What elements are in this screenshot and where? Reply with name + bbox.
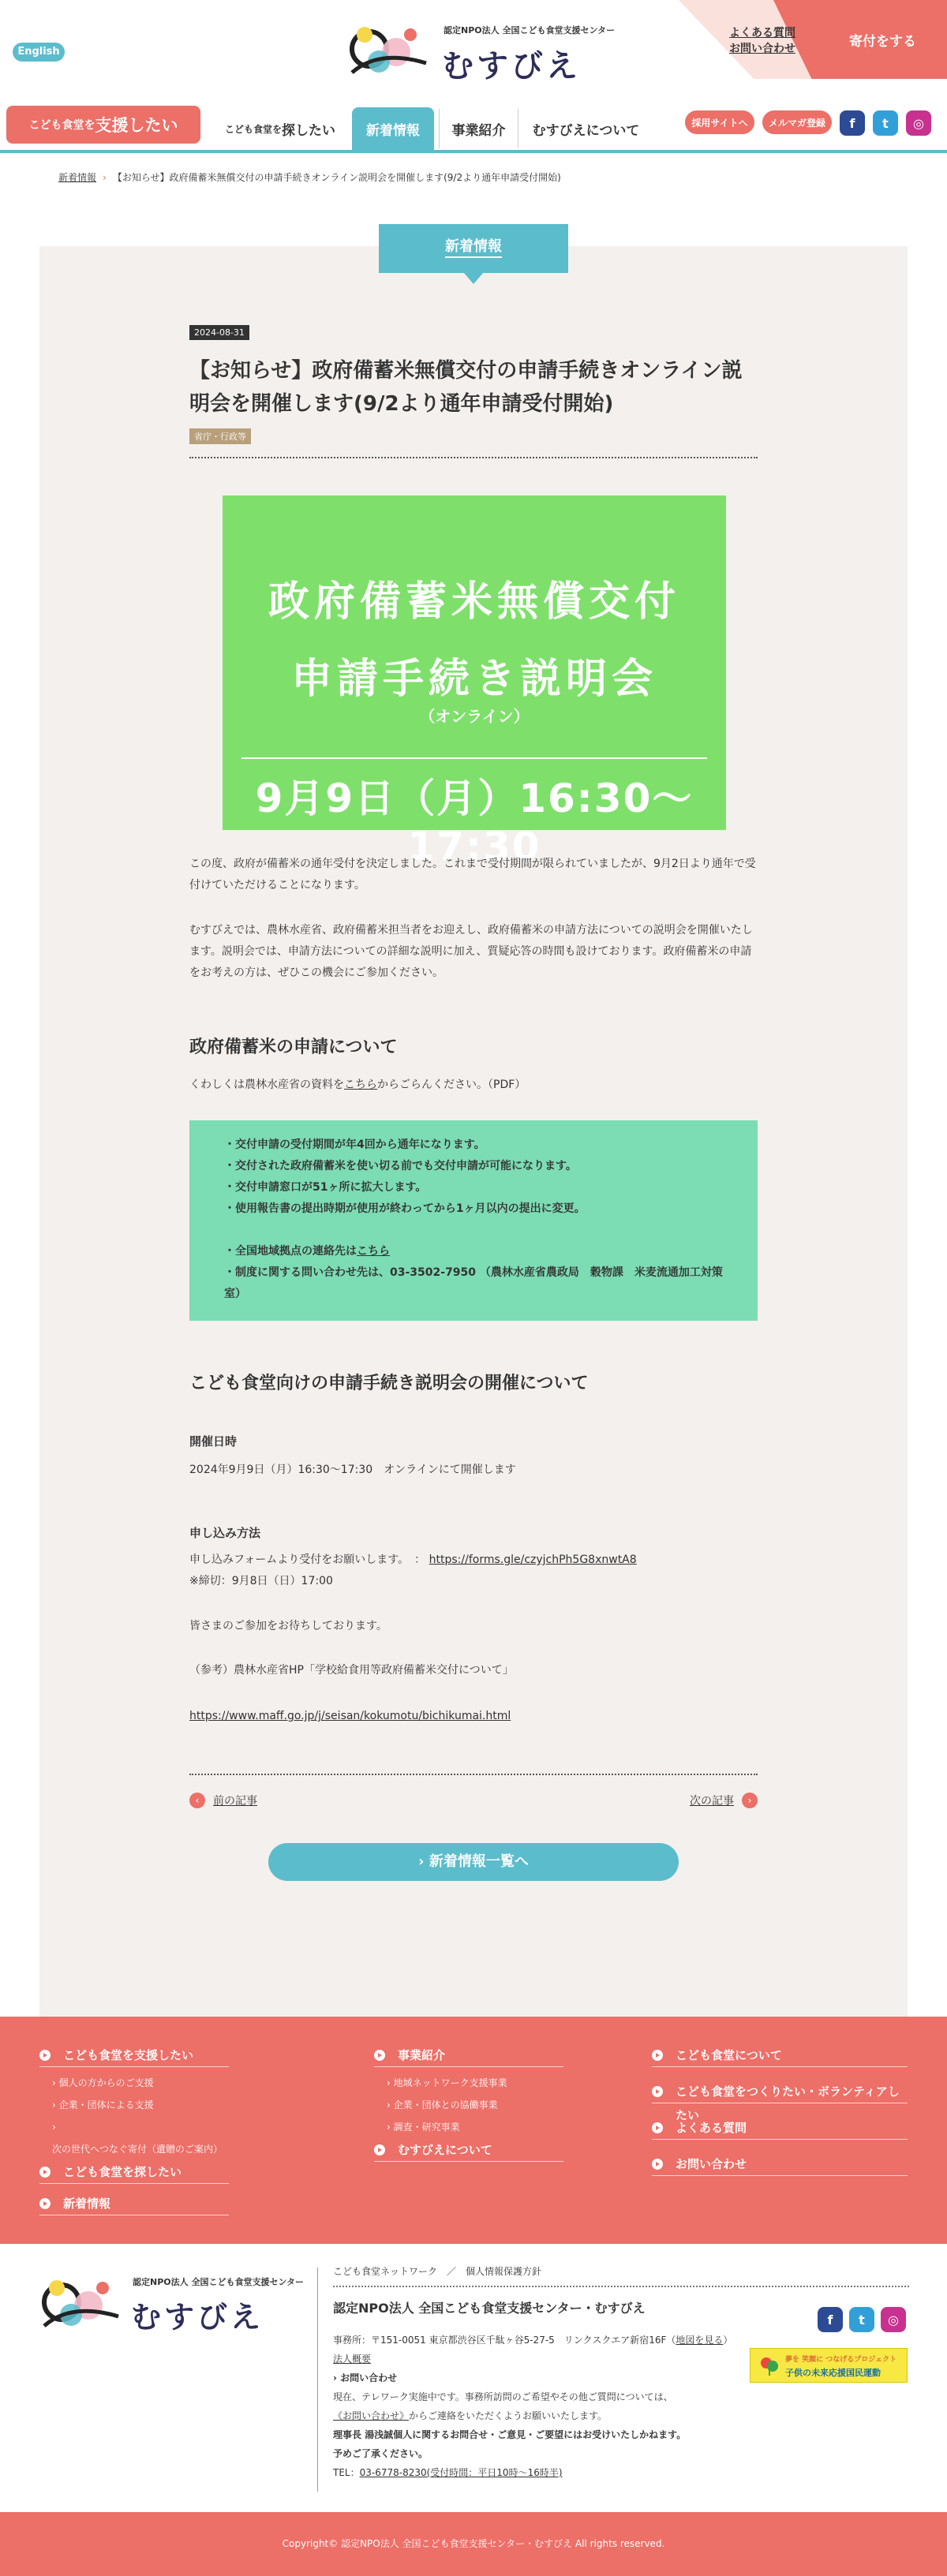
info-contact-link[interactable]: こちら [357,1245,390,1258]
footer-notice4: 予めご了承ください。 [333,2448,429,2459]
footer-head-label: こども食堂を支援したい [63,2048,194,2062]
chevron-circle-icon [652,2050,663,2061]
nav-support-small: こども食堂を [28,119,95,132]
info-item: ・使用報告書の提出時期が使用が終わってから1ヶ月以内の提出に変更。 [224,1202,586,1215]
info-contact-pre: ・全国地域拠点の連絡先は [224,1245,357,1258]
footer-head-label: むすびえについて [398,2143,492,2157]
footer-logo-subtitle: 認定NPO法人 全国こども食堂支援センター [133,2277,305,2287]
footer-head-label: お問い合わせ [676,2157,747,2171]
form-link[interactable]: https://forms.gle/czyjchPh5G8xnwtA8 [429,1553,637,1566]
map-link[interactable]: 地図を見る [676,2335,724,2346]
nav-support-big: 支援したい [95,116,178,135]
next-label: 次の記事 [690,1795,734,1808]
footer-sub-link[interactable]: › 次の世代へつなぐ寄付（遺贈のご案内） [52,2122,223,2155]
logo-name: むすびえ [442,48,581,84]
copyright-bar: Copyright© 認定NPO法人 全国こども食堂支援センター・むすびえ All rights reserved. [0,2512,947,2576]
footer-sub-label: 個人の方からのご支援 [58,2077,154,2088]
footer-head-label: 事業紹介 [398,2048,446,2062]
breadcrumb-home[interactable]: 新着情報 [58,172,97,183]
footer-col-3 [652,2043,908,2189]
hero-divider [241,757,707,759]
footer-about-link[interactable] [374,2138,563,2162]
musubie-logo-mark-icon [347,17,436,79]
heading-date: 開催日時 [189,1434,238,1449]
chevron-right-icon: › [742,1793,758,1808]
footer-address-text: 事務所：〒151-0051 東京都渋谷区千駄ヶ谷5-27-5 リンクスクエア新宿16F（ [333,2335,676,2346]
footer-links[interactable]: こども食堂ネットワーク ／ 個人情報保護方針 [333,2266,542,2277]
footer-sub-label: 調査・研究事業 [393,2122,460,2133]
info-contact [221,1241,726,1262]
site-logo[interactable] [347,11,616,84]
method-pre: 申し込みフォームより受付をお願いします。 ： [189,1553,426,1566]
mailmag-button[interactable]: メルマガ登録 [762,110,832,134]
logo-subtitle: 認定NPO法人 全国こども食堂支援センター [444,25,616,36]
chevron-circle-icon [374,2144,385,2155]
detail-post: からごらんください。（PDF） [377,1079,526,1091]
banner-line1: 夢を 笑顔に つなげるプロジェクト [785,2356,897,2364]
nav-business[interactable]: 事業紹介 [439,109,518,148]
twitter-icon[interactable]: t [873,110,898,136]
nav-find-big: 探したい [282,122,335,139]
footer-col3-link[interactable] [652,2152,908,2176]
nav-find[interactable] [218,109,342,148]
news-list-button[interactable]: › 新着情報一覧へ [268,1843,679,1881]
footer-sub-link[interactable]: › 個人の方からのご支援 [52,2077,154,2088]
footer-head-label: よくある質問 [676,2121,747,2135]
reference-text: （参考）農林水産省HP「学校給食用等政府備蓄米交付について」 [189,1664,514,1677]
hero-line4: 9月9日（月）16:30〜17:30 [255,776,694,869]
info-item: ・交付された政府備蓄米を使い切る前でも交付申請が可能になります。 [224,1160,577,1172]
nav-news[interactable]: 新着情報 [352,107,434,150]
footer-address-end: ） [723,2335,733,2346]
footer-dotline [333,2286,909,2287]
info-spacer [221,1220,726,1241]
footer-sub-link[interactable]: › 調査・研究事業 [387,2122,460,2133]
info-item: ・交付申請の受付期間が年4回から通年になります。 [224,1138,485,1151]
prev-label: 前の記事 [213,1795,257,1808]
musubie-logo-mark-icon [39,2271,128,2332]
footer-head-label: 新着情報 [63,2197,111,2211]
nav-support-button[interactable] [6,106,200,144]
post-title: 【お知らせ】政府備蓄米無償交付の申請手続きオンライン説明会を開催します(9/2より通年申請受付開始) [189,359,743,416]
method-line [189,1550,758,1571]
info-box [189,1120,758,1321]
heading-apply: 政府備蓄米の申請について [189,1038,398,1057]
facebook-icon[interactable]: f [840,110,865,136]
main-nav [0,103,947,153]
chevron-circle-icon [39,2198,51,2209]
chevron-circle-icon [374,2050,385,2061]
banner-line2: 子供の未来応援国民運動 [785,2368,881,2378]
english-button[interactable]: English [13,43,65,62]
twitter-icon[interactable]: t [849,2307,874,2332]
pager-divider [189,1774,758,1775]
chevron-circle-icon [652,2086,663,2097]
footer-notice2-text: からご連絡をいただくようお願いいたします。 [409,2410,608,2421]
section-label-pointer [464,273,483,284]
breadcrumb-separator-icon: › [103,172,107,183]
body-paragraph: むすびえでは、農林水産省、政府備蓄米担当者をお迎えし、政府備蓄米の申請方法についての説明会を開催いたします。説明会では、申請方法についての詳細な説明に加え、質疑応答の時間も設けております。政府備蓄米の申請をお考えの方は、ぜひこの機会にご参加ください。 [189,924,753,979]
footer-news-link[interactable] [39,2192,229,2215]
detail-link[interactable]: こちら [344,1079,377,1091]
hero-line3: （オンライン） [419,707,530,726]
footer-sub-label: 企業・団体との協働事業 [393,2099,498,2111]
detail-paragraph [189,1075,758,1096]
chevron-left-icon: ‹ [189,1793,205,1808]
footer-sub-label: 次の世代へつなぐ寄付（遺贈のご案内） [52,2144,223,2155]
faq-link[interactable]: よくある質問 [729,27,795,39]
category-badge[interactable]: 省庁・行政等 [189,428,251,444]
recruit-button[interactable]: 採用サイトへ [685,110,754,134]
heading-session: こども食堂向けの申請手続き説明会の開催について [189,1374,589,1393]
footer-head-label: こども食堂について [676,2048,782,2062]
footer-sub-label: 地域ネットワーク支援事業 [393,2077,507,2088]
info-item: ・交付申請窓口が51ヶ所に拡大します。 [224,1181,427,1194]
footer-notice2 [333,2406,909,2425]
article-header [189,323,758,458]
footer-logo-name: むすびえ [131,2300,264,2335]
header-top-right [679,0,947,79]
facebook-icon[interactable]: f [818,2307,843,2332]
method-paragraph [189,1550,758,1592]
footer-org-name: 認定NPO法人 全国こども食堂支援センター・むすびえ [333,2301,646,2316]
nav-underline [0,150,947,153]
footer-head-label: こども食堂をつくりたい・ボランティアしたい [676,2084,900,2122]
section-label [379,224,568,273]
detail-pre: くわしくは農林水産省の資料を [189,1079,344,1091]
national-campaign-banner[interactable] [750,2348,908,2383]
footer-find-link[interactable] [39,2160,229,2184]
footer-sub-link[interactable]: › 地域ネットワーク支援事業 [387,2077,507,2088]
footer-col3-link[interactable] [652,2043,908,2067]
donate-button[interactable]: 寄付をする [849,34,916,50]
next-post-link[interactable] [690,1793,758,1808]
footer-notice3: 理事長 湯浅誠個人に関するお問合せ・ご意見・ご要望にはお受けいたしかねます。 [333,2429,687,2440]
footer-sub-link[interactable]: › 企業・団体との協働事業 [387,2099,498,2111]
heading-method: 申し込み方法 [189,1526,261,1540]
hero-line1: 政府備蓄米無償交付 [268,578,680,626]
footer-col-1 [39,2043,229,2220]
footer-sub-label: 企業・団体による支援 [58,2099,154,2111]
faq-contact-links [729,25,795,57]
leaf-icon [758,2355,780,2377]
title-divider [189,457,758,458]
intro-paragraph: この度、政府が備蓄米の通年受付を決定しました。これまで受付期間が限られていましたが、9月2日より通年で受付けていただけることになります。 [189,858,756,892]
footer-notice2-link[interactable]: 《お問い合わせ》 [333,2410,410,2421]
footer-col3-link[interactable] [652,2080,908,2122]
footer-address [333,2331,909,2350]
post-date: 2024-08-31 [189,325,249,340]
chevron-circle-icon [39,2167,51,2178]
footer-sub-link[interactable]: › 企業・団体による支援 [52,2099,154,2111]
footer-tel-label: TEL： [333,2467,360,2478]
footer-support-link[interactable] [39,2043,229,2067]
site-header [0,0,947,158]
session-date: 2024年9月9日（月）16:30〜17:30 オンラインにて開催します [189,1464,516,1476]
hero-line2: 申請手続き説明会 [290,656,657,703]
footer-contact-link[interactable]: › お問い合わせ [333,2372,398,2383]
footer-tel [333,2463,909,2482]
footer-notice1: 現在、テレワーク実施中です。事務所訪問のご希望やその他ご質問については、 [333,2391,673,2402]
deadline: ※締切：9月8日（日）17:00 [189,1575,333,1587]
footer-business-link[interactable] [374,2043,563,2067]
contact-link[interactable]: お問い合わせ [729,43,795,55]
breadcrumb-current: 【お知らせ】政府備蓄米無償交付の申請手続きオンライン説明会を開催します(9/2より通年申請受付開始) [112,172,561,183]
footer-col-2 [374,2043,563,2167]
breadcrumb [58,170,561,184]
section-label-text: 新着情報 [445,238,502,258]
nav-about[interactable]: むすびえについて [518,109,653,148]
hero-image [223,495,726,869]
footer-nav [0,2017,947,2244]
reference-link[interactable]: https://www.maff.go.jp/j/seisan/kokumotu/bichikumai.html [189,1710,511,1722]
chevron-circle-icon [39,2050,51,2061]
info-inquiry: ・制度に関する問い合わせ先は、03-3502-7950 （農林水産省農政局 穀物課 米麦流通加工対策室） [224,1266,723,1300]
closing-text: 皆さまのご参加をお待ちしております。 [189,1620,387,1632]
chevron-circle-icon [652,2122,663,2133]
footer-tel-link[interactable]: 03-6778-8230(受付時間：平日10時〜16時半) [359,2467,563,2478]
instagram-icon[interactable]: ◎ [906,110,931,136]
chevron-circle-icon [652,2159,663,2170]
footer-head-label: こども食堂を探したい [63,2165,182,2179]
footer-divider [317,2268,318,2492]
nav-find-small: こども食堂を [224,123,282,135]
footer-logo[interactable] [39,2266,305,2337]
corp-link[interactable]: 法人概要 [333,2354,372,2365]
instagram-icon[interactable]: ◎ [881,2307,906,2332]
footer-col3-link[interactable] [652,2116,908,2140]
prev-post-link[interactable] [189,1793,257,1808]
